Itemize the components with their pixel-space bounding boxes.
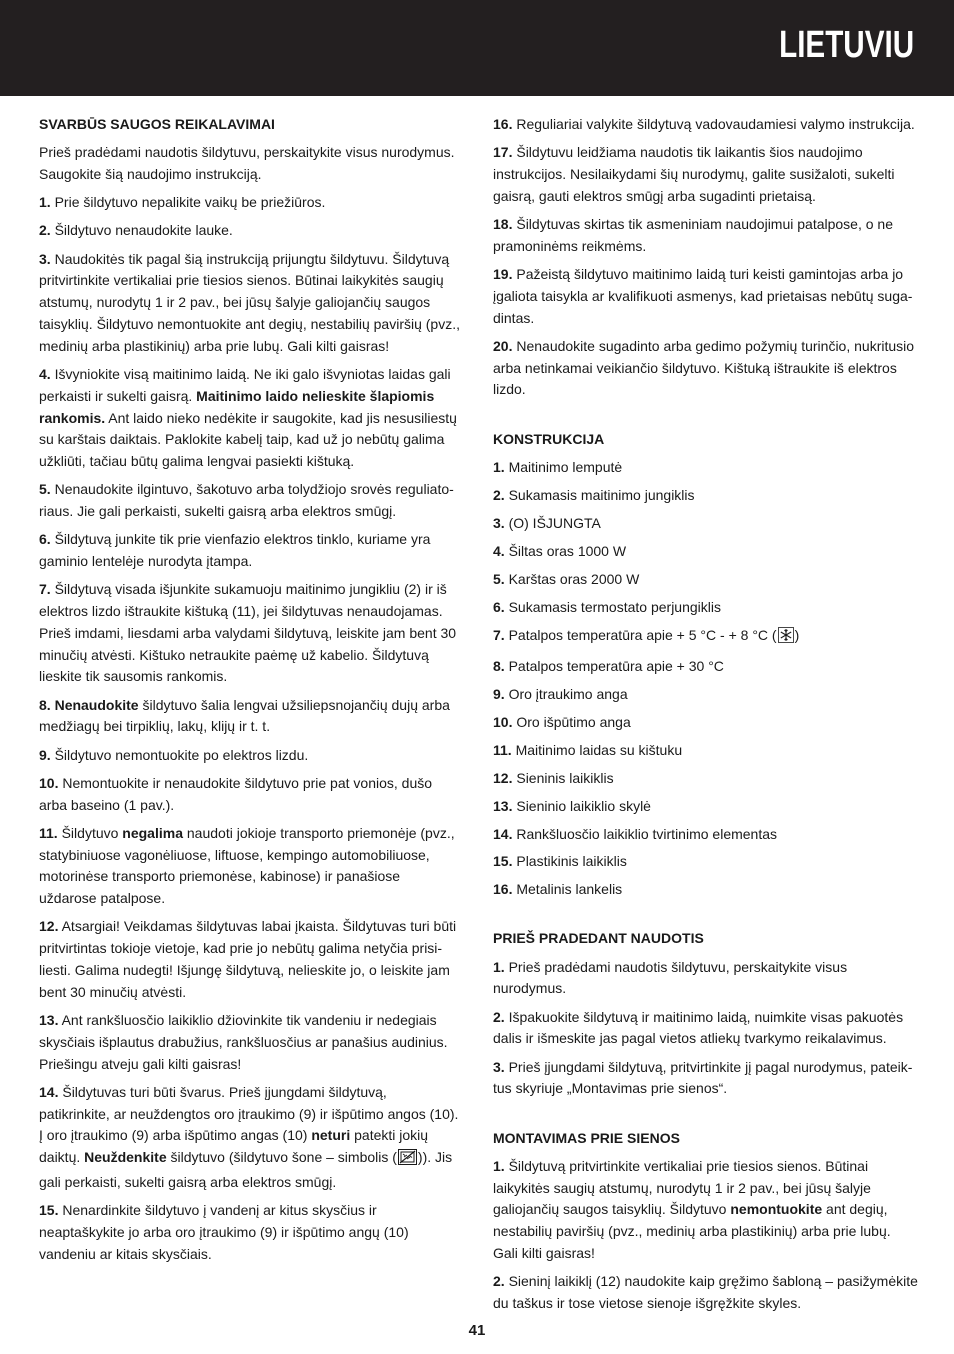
safety-item-18: 18. Šildytuvas skirtas tik asmeniniam naudojimui patalpose, o ne pramoninėms reikmėms. bbox=[493, 215, 893, 254]
safety-item-15: 15. Nenardinkite šildytuvo į vandenį ar kitus skysčius ir neaptaškykite jo arba oro įtraukimo (9) ir išpūtimo angų (10) vandeniu ar kitais skysčiais. bbox=[39, 1202, 409, 1262]
safety-item-9: 9. Šildytuvo nemontuokite po elektros lizdu. bbox=[39, 746, 309, 763]
safety-heading: SVARBŪS SAUGOS REIKALAVIMAI bbox=[39, 116, 275, 132]
list-item: 5. Karštas oras 2000 W bbox=[493, 570, 640, 587]
before-use-item-1: 1. Prieš pradėdami naudotis šildytuvu, perskaitykite visus nurodymus. bbox=[493, 958, 848, 997]
header-bar bbox=[0, 0, 954, 96]
safety-item-3: 3. Naudokitės tik pagal šią instrukciją prijungtu šildytuvu. Šildytuvą pritvirtinkite vertikaliai prie tiesios sienos. Būtinai laikykitės saugių atstumų, nurodytų 1 ir 2 pav., bei jūsų šalyje galiojančių saugos taisyklių. Šildytuvo nemontuokite ant degių, nestabilių paviršių (pvz., medinių arba plastikinių) arba prie lubų. Gali kilti gaisras! bbox=[39, 250, 460, 354]
safety-item-14: 14. Šildytuvas turi būti švarus. Prieš įjungdami šildytuvą, patikrinkite, ar neuždengtos oro įtraukimo (9) ir išpūtimo angos (10). Į oro įtraukimo (9) arba išpūtimo angas (10) neturi patekti jokių daiktų. Neuždenkite šildytuvo (šildytuvo šone – simbolis ( )). Jis gali perkaisti, sukelti gaisrą arba elektros smūgį. bbox=[39, 1083, 459, 1190]
right-column bbox=[493, 114, 919, 1321]
safety-item-16: 16. Reguliariai valykite šildytuvą vadovaudamiesi valymo instrukcija. bbox=[493, 116, 915, 132]
list-item: 13. Sieninio laikiklio skylė bbox=[493, 797, 651, 814]
safety-item-12: 12. Atsargiai! Veikdamas šildytuvas labai įkaista. Šildytuvas turi būti pritvirtintas tokioje vietoje, kad prie jo nebūtų galima netyčia prisiliesti. Galima nudegti! Išjungę šildytuvą, nelieskite jo, o leiskite jam bent 30 minučių atvėsti. bbox=[39, 918, 457, 1000]
safety-item-1: 1. Prie šildytuvo nepalikite vaikų be priežiūros. bbox=[39, 194, 326, 211]
list-item: 15. Plastikinis laikiklis bbox=[493, 853, 627, 870]
list-item: 1. Maitinimo lemputė bbox=[493, 458, 623, 475]
construction-list bbox=[493, 457, 919, 902]
safety-item-2: 2. Šildytuvo nenaudokite lauke. bbox=[39, 222, 233, 239]
safety-intro: Prieš pradėdami naudotis šildytuvu, perskaitykite visus nurodymus. Saugokite šią naudojimo instrukciją. bbox=[39, 144, 455, 182]
construction-heading: KONSTRUKCIJA bbox=[493, 430, 605, 447]
safety-item-8: 8. Nenaudokite šildytuvo šalia lengvai užsiliepsnojančių dujų arba medžiagų bei tirpiklių, lakų, klijų ir t. t. bbox=[39, 696, 450, 735]
frost-protection-icon bbox=[778, 627, 794, 650]
safety-item-11: 11. Šildytuvo negalima naudoti jokioje transporto priemonėje (pvz., statybiniuose vagonėliuose, liftuose, kempingo automobiliuose, motorinėse transporto priemonėse, kabinose) ir panašiose uždarose patalpose. bbox=[39, 824, 455, 907]
page-title: LIETUVIU bbox=[778, 24, 914, 66]
list-item: 7. Patalpos temperatūra apie + 5 °C - + 8 °C ( ) bbox=[493, 625, 919, 650]
list-item: 11. Maitinimo laidas su kištuku bbox=[493, 741, 683, 758]
before-use-item-2: 2. Išpakuokite šildytuvą ir maitinimo laidą, nuimkite visas pakuotės dalis ir išmeskite jas pagal vietos atliekų tvarkymo reikalavimus. bbox=[493, 1008, 904, 1047]
safety-item-5: 5. Nenaudokite ilgintuvo, šakotuvo arba tolydžiojo srovės reguliatoriaus. Jie gali perkaisti, sukelti gaisrą arba elektros smūgį. bbox=[39, 481, 454, 520]
wall-mount-item-1: 1. Šildytuvą pritvirtinkite vertikaliai prie tiesios sienos. Būtinai laikykitės saugių atstumų, nurodytų 1 ir 2 pav., bei jūsų šalyje galiojančių saugos taisyklių. Šildytuvo nemontuokite ant degių, nestabilių paviršių (pvz., medinių arba plastikinių) arba prie lubų. Gali kilti gaisras! bbox=[493, 1157, 891, 1261]
list-item: 8. Patalpos temperatūra apie + 30 °C bbox=[493, 657, 724, 674]
section-gap bbox=[493, 1107, 919, 1128]
section-gap bbox=[493, 408, 919, 429]
safety-item-6: 6. Šildytuvą junkite tik prie vienfazio elektros tinklo, kuriame yra gaminio lentelėje nurodyta įtampa. bbox=[39, 531, 431, 570]
wall-mount-heading: MONTAVIMAS PRIE SIENOS bbox=[493, 1129, 680, 1146]
section-gap bbox=[493, 907, 919, 928]
safety-item-13: 13. Ant rankšluosčio laikiklio džiovinkite tik vandeniu ir nedegiais skysčiais išplautus drabužius, rankšluosčius ar panašius audinius. Priešingu atveju gali kilti gaisras! bbox=[39, 1011, 448, 1072]
list-item: 10. Oro išpūtimo anga bbox=[493, 713, 631, 730]
list-item: 12. Sieninis laikiklis bbox=[493, 769, 614, 786]
before-use-heading: PRIEŠ PRADEDANT NAUDOTIS bbox=[493, 930, 704, 947]
do-not-cover-icon bbox=[398, 1149, 417, 1172]
wall-mount-item-2: 2. Sieninį laikiklį (12) naudokite kaip gręžimo šabloną – pasižymėkite du taškus ir tose vietose sienoje išgręžkite skyles. bbox=[493, 1273, 918, 1311]
safety-item-19: 19. Pažeistą šildytuvo maitinimo laidą turi keisti gamintojas arba jo įgaliota taisykla ar kvalifikuoti asmenys, kad prietaisas nebūtų sugadintas. bbox=[493, 265, 913, 326]
list-item: 16. Metalinis lankelis bbox=[493, 881, 623, 898]
page-number: 41 bbox=[468, 1322, 486, 1339]
list-item: 6. Sukamasis termostato perjungiklis bbox=[493, 598, 721, 615]
left-column bbox=[39, 114, 461, 1272]
safety-item-20: 20. Nenaudokite sugadinto arba gedimo požymių turinčio, nukritusio arba netinkamai veikiančio šildytuvo. Kištuką ištraukite iš elektros lizdo. bbox=[493, 337, 915, 398]
list-item: 9. Oro įtraukimo anga bbox=[493, 685, 628, 702]
safety-item-10: 10. Nemontuokite ir nenaudokite šildytuvo prie pat vonios, dušo arba baseino (1 pav.). bbox=[39, 774, 433, 813]
list-item: 4. Šiltas oras 1000 W bbox=[493, 542, 627, 559]
list-item: 2. Sukamasis maitinimo jungiklis bbox=[493, 486, 695, 503]
safety-item-7: 7. Šildytuvą visada išjunkite sukamuoju maitinimo jungikliu (2) ir iš elektros lizdo ištraukite kištuką (11), jei šildytuvas nenaudojamas. Prieš imdami, liesdami arba valydami šildytuvą, leiskite jam bent 30 minučių atvėsti. Kištuko netraukite paėmę už kabelio. Šildytuvą lieskite tik sausomis rankomis. bbox=[39, 581, 457, 685]
list-item: 3. (O) IŠJUNGTA bbox=[493, 514, 601, 531]
list-item: 14. Rankšluosčio laikiklio tvirtinimo elementas bbox=[493, 825, 778, 842]
safety-item-4: 4. Išvyniokite visą maitinimo laidą. Ne iki galo išvyniotas laidas gali perkaisti ir sukelti gaisrą. Maitinimo laido nelieskite šlapiomis rankomis. Ant laido nieko nedėkite ir saugokite, kad jis nesusiliestų su karštais daiktais. Paklokite kabelį taip, kad už jo nebūtų galima užkliūti, tačiau būtų galima lengvai pasiekti kištuką. bbox=[39, 365, 457, 470]
safety-item-17: 17. Šildytuvu leidžiama naudotis tik laikantis šios naudojimo instrukcijos. Nesilaikydami šių nurodymų, galite susižaloti, sukelti gaisrą, gauti elektros smūgį arba sugadinti prietaisą. bbox=[493, 144, 895, 204]
before-use-item-3: 3. Prieš įjungdami šildytuvą, pritvirtinkite jį pagal nurodymus, pateiktus skyriuje „Montavimas prie sienos“. bbox=[493, 1058, 913, 1097]
